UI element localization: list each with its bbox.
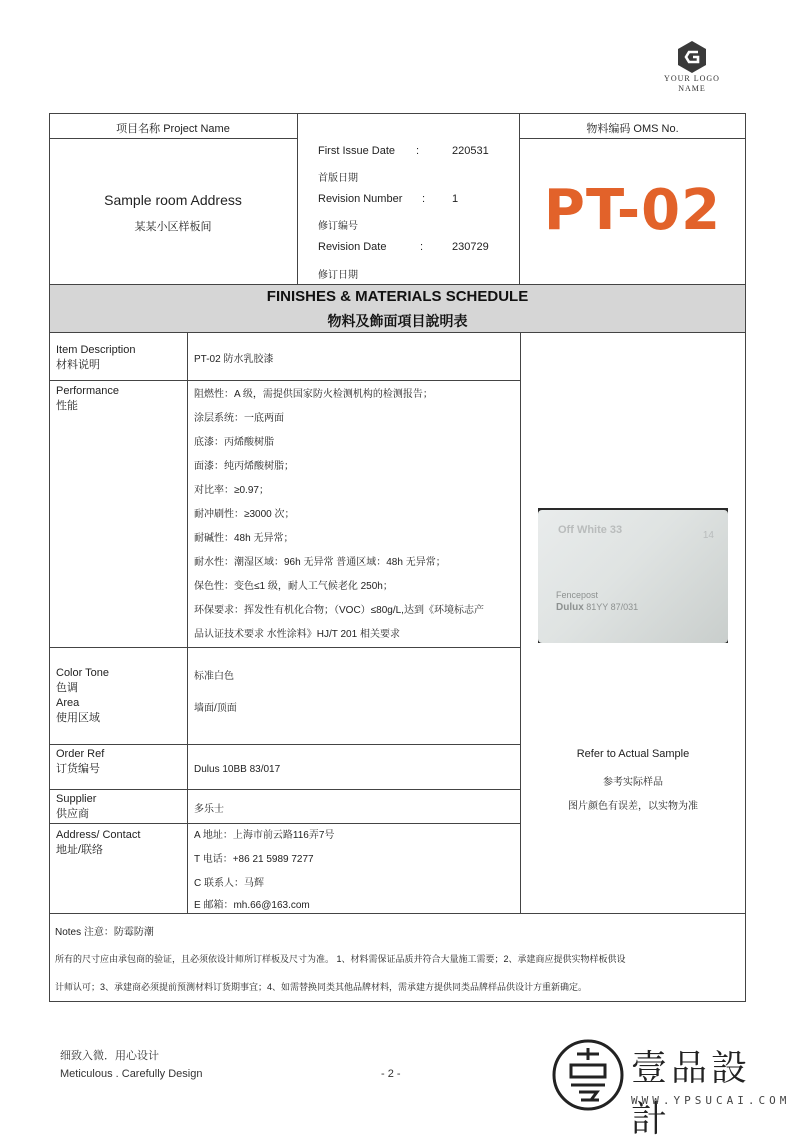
performance-line: 保色性：变色≤1 级，耐人工气候老化 250h；	[194, 581, 393, 592]
slogan-cn: 细致入微．用心设计	[60, 1050, 159, 1062]
first-issue-cn: 首版日期	[318, 173, 358, 184]
swatch-title: Off White 33	[558, 524, 623, 536]
first-issue-value: 220531	[452, 145, 489, 157]
swatch-brand-line	[556, 602, 638, 613]
address-label-en: Address/ Contact	[56, 829, 141, 841]
revision-number-label: Revision Number	[318, 193, 403, 205]
title-cn: 物料及飾面項目說明表	[327, 313, 468, 329]
item-label	[56, 343, 135, 373]
address-label	[56, 828, 140, 858]
oms-label: 物料编码 OMS No.	[586, 123, 679, 135]
area-value: 墙面/顶面	[194, 703, 237, 714]
notes-line1: 所有的尺寸应由承包商的验证，且必须依设计师所订样板及尺寸为准。 1、材料需保证品质并符合大量施工需要；2、承建商应提供实物样板供设	[55, 954, 626, 964]
project-name-cn: 某某小区样板间	[134, 221, 212, 233]
performance-label-cn: 性能	[56, 400, 78, 412]
supplier-value: 多乐士	[194, 804, 224, 815]
first-issue-label: First Issue Date	[318, 145, 396, 157]
performance-label-en: Performance	[56, 385, 119, 397]
color-label-en: Color Tone	[56, 667, 109, 679]
performance-line: 底漆：丙烯酸树脂	[194, 437, 274, 448]
performance-line: 对比率：≥0.97；	[194, 485, 269, 496]
colon-3: :	[420, 241, 424, 253]
logo-line1: YOUR LOGO	[664, 74, 720, 83]
revision-date-label: Revision Date	[318, 241, 387, 253]
slogan-en: Meticulous . Carefully Design	[60, 1068, 203, 1080]
address-list	[194, 824, 334, 916]
footer-slogan	[60, 1047, 202, 1083]
performance-line: 阻燃性：A 级，需提供国家防火检测机构的检测报告；	[194, 389, 433, 400]
area-label-cn: 使用区域	[56, 712, 100, 724]
address-label-cn: 地址/联络	[56, 844, 104, 856]
swatch-subtitle: Fencepost	[556, 590, 599, 600]
color-label-cn: 色调	[56, 682, 78, 694]
swatch-code: 81YY 87/031	[586, 602, 639, 612]
swatch-number: 14	[702, 530, 714, 541]
notes-line2: 计师认可；3、承建商必须提前预测材料订货期事宜；4、如需替换同类其他品牌材料，需承建方提供同类品牌样品供设计方重新确定。	[55, 982, 588, 992]
brand-url: WWW.YPSUCAI.COM	[631, 1094, 791, 1107]
revision-number-value: 1	[452, 193, 459, 205]
item-label-cn: 材料说明	[56, 359, 100, 371]
item-label-en: Item Description	[56, 344, 136, 356]
swatch-brand: Dulux	[556, 602, 584, 613]
title-en: FINISHES & MATERIALS SCHEDULE	[266, 288, 529, 305]
project-name-value: Sample room Address	[104, 192, 242, 208]
colon-2: :	[422, 193, 426, 205]
performance-line: 耐冲刷性：≥3000 次；	[194, 509, 295, 520]
item-value: PT-02 防水乳胶漆	[194, 354, 274, 365]
logo-line2: NAME	[678, 84, 706, 93]
color-value: 标准白色	[194, 671, 234, 682]
brand-seal-icon	[551, 1038, 625, 1112]
revision-number-cn: 修订编号	[318, 221, 358, 232]
performance-line: 品认证技术要求 水性涂料》HJ/T 201 相关要求	[194, 629, 400, 640]
sample-swatch-photo	[538, 510, 728, 643]
address-line: T 电话：+86 21 5989 7277	[194, 854, 314, 865]
notes-title: Notes 注意：防霉防潮	[55, 927, 154, 938]
address-line: A 地址：上海市前云路116弄7号	[194, 830, 335, 841]
colon-1: :	[416, 145, 420, 157]
order-value: Dulus 10BB 83/017	[194, 764, 281, 775]
brand-mark	[551, 1036, 791, 1140]
revision-date-cn: 修订日期	[318, 270, 358, 281]
area-label-en: Area	[56, 697, 80, 709]
order-label-en: Order Ref	[56, 748, 105, 760]
supplier-label-cn: 供应商	[56, 808, 89, 820]
sample-note-cn1: 参考实际样品	[603, 777, 663, 788]
logo-hexagon-icon	[677, 40, 707, 74]
brand-name: 壹品設計	[631, 1048, 752, 1140]
performance-label	[56, 384, 119, 414]
supplier-label	[56, 792, 96, 822]
performance-line: 涂层系统：一底两面	[194, 413, 284, 424]
order-label-cn: 订货编号	[56, 763, 100, 775]
sample-note-en: Refer to Actual Sample	[576, 748, 690, 760]
sample-note-cn2: 图片颜色有误差，以实物为准	[568, 801, 698, 812]
address-line: C 联系人：马辉	[194, 878, 264, 889]
performance-list	[194, 383, 518, 647]
project-name-label: 项目名称 Project Name	[116, 123, 230, 135]
performance-line: 环保要求：挥发性有机化合物；（VOC）≤80g/L,达到《环境标志产	[194, 605, 484, 616]
supplier-label-en: Supplier	[56, 793, 97, 805]
color-area-label	[56, 666, 109, 726]
performance-line: 面漆：纯丙烯酸树脂；	[194, 461, 294, 472]
company-logo	[652, 40, 732, 94]
order-label	[56, 747, 104, 777]
address-line: E 邮箱：mh.66@163.com	[194, 900, 310, 911]
revision-date-value: 230729	[452, 241, 489, 253]
performance-line: 耐水性：潮湿区域：96h 无异常 普通区域：48h 无异常；	[194, 557, 446, 568]
material-code: PT-02	[543, 178, 722, 243]
page-number: - 2 -	[381, 1068, 401, 1080]
performance-line: 耐碱性：48h 无异常；	[194, 533, 294, 544]
